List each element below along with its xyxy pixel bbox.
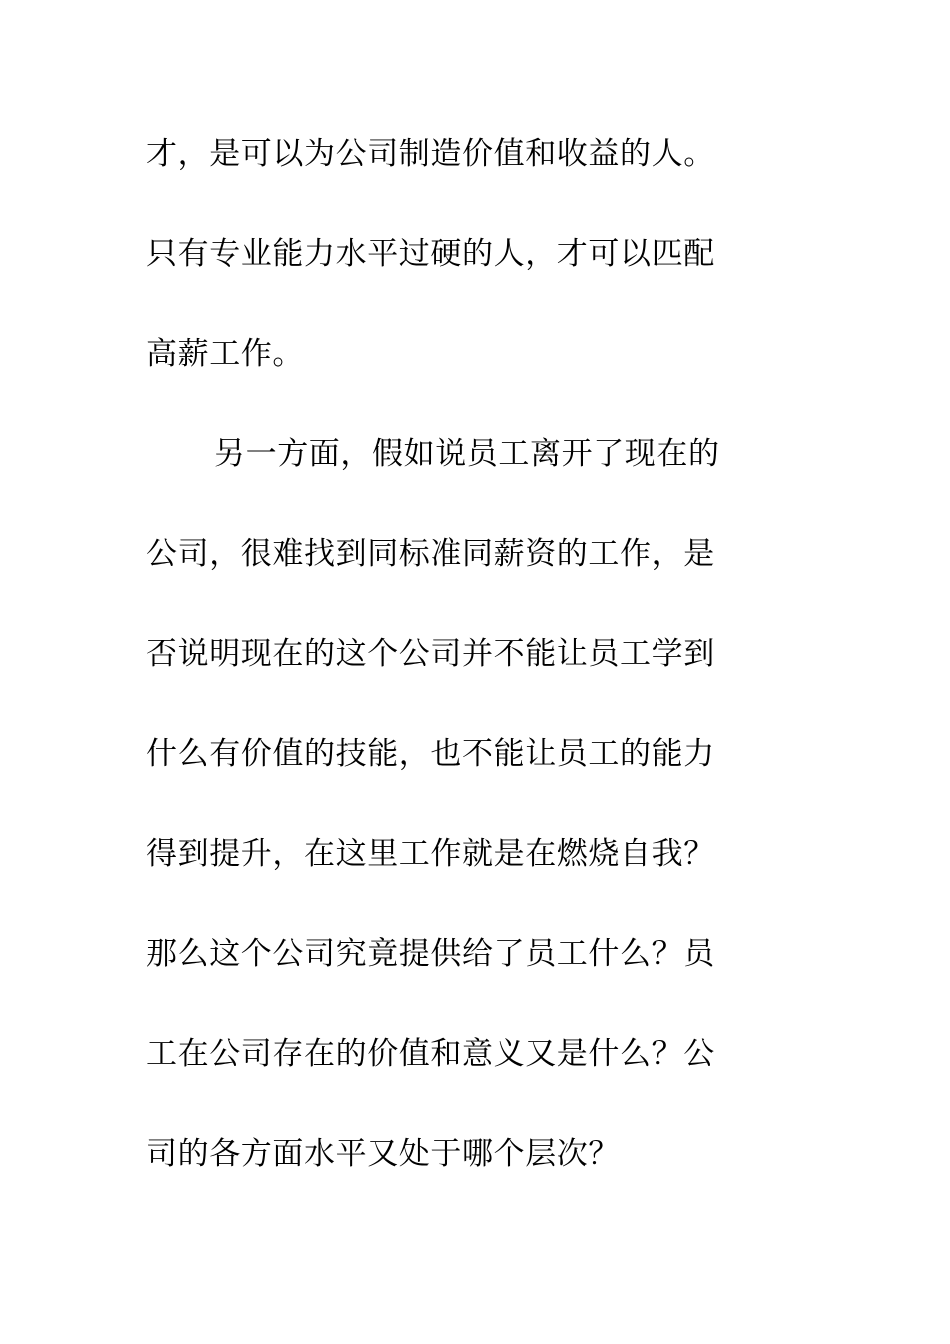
text-line: 高薪工作。: [146, 336, 304, 372]
text-line: 什么有价值的技能，也不能让员工的能力: [146, 736, 715, 772]
text-line: 否说明现在的这个公司并不能让员工学到: [146, 636, 715, 672]
text-line: 工在公司存在的价值和意义又是什么？公: [146, 1036, 715, 1072]
body-text: [146, 124, 786, 1224]
text-line: 只有专业能力水平过硬的人，才可以匹配: [146, 236, 715, 272]
text-line: 才，是可以为公司制造价值和收益的人。: [146, 136, 715, 172]
text-line: 得到提升，在这里工作就是在燃烧自我？: [146, 836, 715, 872]
text-line: 那么这个公司究竟提供给了员工什么？员: [146, 936, 715, 972]
text-line: 公司，很难找到同标准同薪资的工作，是: [146, 536, 715, 572]
paragraph-start-line: 另一方面，假如说员工离开了现在的: [214, 436, 720, 472]
text-line: 司的各方面水平又处于哪个层次？: [146, 1136, 620, 1172]
